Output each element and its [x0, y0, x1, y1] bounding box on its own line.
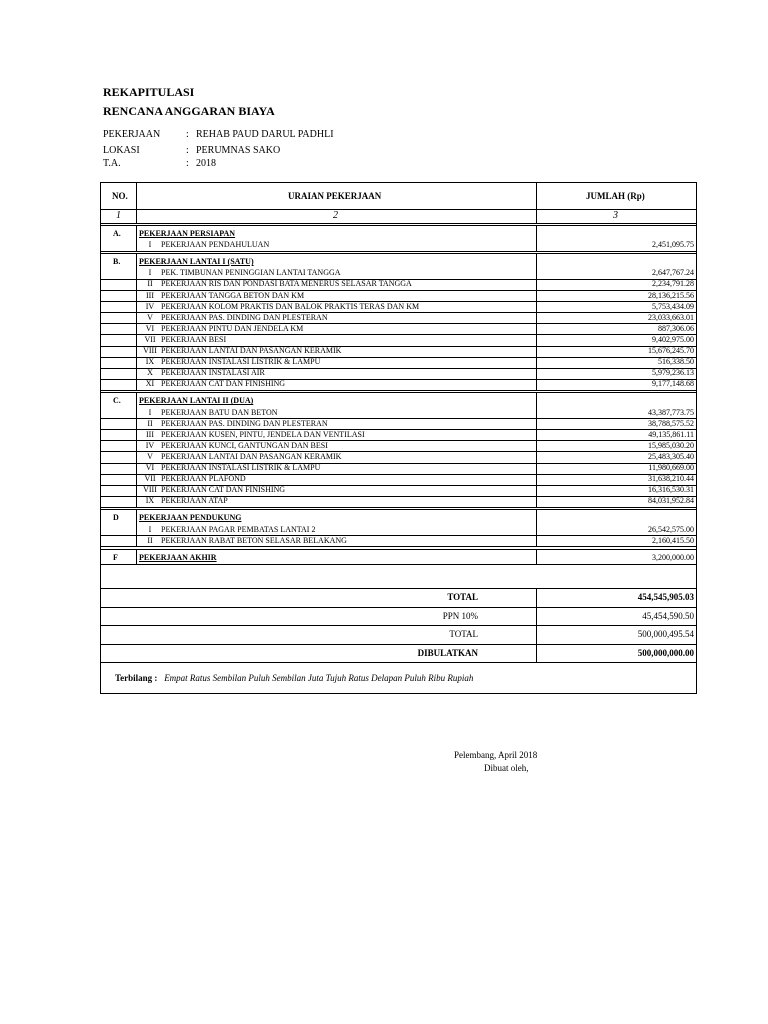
meta-row: [103, 129, 503, 141]
item-title: PEKERJAAN PAS. DINDING DAN PLESTERAN: [161, 418, 328, 428]
item-number: IV: [145, 301, 155, 311]
item-number: XI: [145, 379, 155, 389]
item-number: II: [147, 418, 153, 428]
rekapitulasi-title: REKAPITULASI: [103, 85, 195, 99]
table-row: [101, 302, 696, 312]
table-row: [101, 346, 696, 356]
item-title: PEKERJAAN RABAT BETON SELASAR BELAKANG: [161, 535, 347, 545]
rab-title: RENCANA ANGGARAN BIAYA: [103, 104, 275, 118]
summary-divider: [101, 588, 696, 589]
table-row: [101, 368, 696, 378]
item-title: PEKERJAAN INSTALASI LISTRIK & LAMPU: [161, 357, 321, 367]
item-number: VII: [144, 334, 156, 344]
column-divider: [536, 549, 537, 564]
item-title: PEKERJAAN TANGGA BETON DAN KM: [161, 290, 305, 300]
summary-label: DIBULATKAN: [417, 647, 478, 658]
summary-value: 500,000,000.00: [637, 647, 694, 658]
table-row: [101, 379, 696, 389]
table-row: [101, 357, 696, 367]
summary-divider: [101, 644, 696, 645]
item-number: II: [147, 279, 153, 289]
table-row: [101, 240, 696, 250]
item-number: III: [146, 429, 154, 439]
item-amount: 2,647,767.24: [652, 268, 694, 278]
header-divider: [101, 223, 696, 224]
row-divider: [101, 390, 696, 391]
table-row: [101, 408, 696, 418]
item-amount: 15,676,245.70: [648, 346, 694, 355]
summary-row: [447, 592, 696, 604]
table-row: [101, 313, 696, 323]
section-title: PEKERJAAN PENDUKUNG: [139, 513, 242, 523]
table-row: [101, 291, 696, 301]
section-title: PEKERJAAN AKHIR: [139, 552, 217, 562]
item-amount: 43,387,773.75: [648, 407, 694, 417]
table-row: [101, 441, 696, 451]
table-row: [101, 496, 696, 506]
item-number: VII: [144, 474, 156, 484]
table-row: [101, 536, 696, 546]
meta-value: PERUMNAS SAKO: [196, 145, 281, 156]
section-number: B.: [113, 257, 121, 267]
section-title: PEKERJAAN LANTAI I (SATU): [139, 257, 254, 267]
item-number: III: [146, 290, 154, 300]
signature-made-by: Dibuat oleh,: [484, 763, 529, 773]
table-row: [101, 485, 696, 495]
table-row: [101, 279, 696, 289]
index-col-1: 1: [116, 210, 121, 221]
summary-row: [449, 629, 696, 641]
item-title: PEKERJAAN PENDAHULUAN: [161, 240, 270, 250]
item-amount: 31,638,210.44: [648, 474, 694, 484]
header-uraian: URAIAN PEKERJAAN: [288, 191, 382, 201]
table-row: [101, 452, 696, 462]
meta-row: [103, 158, 503, 170]
item-amount: 9,402,975.00: [652, 334, 694, 344]
item-number: V: [147, 451, 153, 461]
section-row: [101, 553, 696, 563]
header-no: NO.: [112, 191, 128, 201]
item-number: IX: [145, 496, 155, 506]
section-number: F: [113, 552, 118, 562]
summary-label: TOTAL: [449, 629, 478, 639]
item-number: I: [148, 268, 152, 278]
item-amount: 5,753,434.09: [652, 301, 694, 311]
column-divider: [536, 183, 537, 223]
item-title: PEKERJAAN BATU DAN BETON: [161, 407, 278, 417]
meta-label: PEKERJAAN: [103, 129, 161, 140]
item-number: X: [147, 368, 153, 378]
item-title: PEKERJAAN INSTALASI LISTRIK & LAMPU: [161, 463, 321, 472]
signature-place-date: Pelembang, April 2018: [454, 750, 538, 760]
column-divider: [136, 549, 137, 564]
item-amount: 26,542,575.00: [648, 524, 694, 534]
summary-label: TOTAL: [447, 592, 478, 602]
row-divider: [101, 253, 696, 254]
row-divider: [101, 509, 696, 510]
item-amount: 28,136,215.56: [648, 290, 694, 300]
section-row: [101, 513, 696, 523]
item-title: PEKERJAAN KUNCI, GANTUNGAN DAN BESI: [161, 440, 328, 450]
item-amount: 84,031,952.84: [648, 496, 694, 506]
meta-colon: :: [186, 145, 189, 156]
item-amount: 25,483,305.40: [648, 451, 694, 461]
item-title: PEKERJAAN PAGAR PEMBATAS LANTAI 2: [161, 524, 316, 534]
row-divider: [101, 225, 696, 226]
summary-divider: [101, 607, 696, 608]
section-number: D: [113, 513, 119, 523]
item-amount: 16,316,530.31: [648, 485, 694, 495]
item-title: PEKERJAAN PLAFOND: [161, 474, 246, 484]
terbilang-value: Empat Ratus Sembilan Puluh Sembilan Juta Tujuh Ratus Delapan Puluh Ribu Rupiah: [164, 673, 474, 683]
table-row: [101, 419, 696, 429]
table-row: [101, 268, 696, 278]
summary-row: [442, 610, 696, 623]
summary-value: 500,000,495.54: [637, 629, 694, 639]
item-title: PEKERJAAN BESI: [161, 334, 227, 344]
row-divider: [101, 564, 696, 565]
header-jumlah: JUMLAH (Rp): [586, 191, 645, 201]
summary-divider: [101, 625, 696, 626]
item-title: PEKERJAAN LANTAI DAN PASANGAN KERAMIK: [161, 451, 342, 461]
item-number: V: [147, 312, 153, 322]
section-title: PEKERJAAN PERSIAPAN: [139, 229, 236, 238]
section-row: [101, 229, 696, 239]
row-divider: [101, 251, 696, 252]
column-divider: [136, 183, 137, 223]
item-amount: 15,985,030.20: [648, 440, 694, 450]
item-amount: 2,160,415.50: [652, 535, 694, 545]
item-number: IV: [145, 440, 155, 450]
column-divider: [536, 225, 537, 251]
item-amount: 516,338.50: [658, 357, 694, 367]
item-title: PEK. TIMBUNAN PENINGGIAN LANTAI TANGGA: [161, 268, 341, 278]
section-row: [101, 396, 696, 406]
item-number: I: [148, 240, 152, 250]
item-title: PEKERJAAN INSTALASI AIR: [161, 368, 265, 378]
item-number: I: [148, 407, 152, 417]
item-number: I: [148, 524, 152, 534]
terbilang-line: [115, 673, 473, 683]
table-row: [101, 430, 696, 440]
section-amount: 3,200,000.00: [652, 552, 694, 562]
item-amount: 5,979,236.13: [652, 368, 694, 378]
item-title: PEKERJAAN PAS. DINDING DAN PLESTERAN: [161, 312, 328, 322]
item-title: PEKERJAAN KOLOM PRAKTIS DAN BALOK PRAKTIS TERAS DAN KM: [161, 301, 420, 311]
item-amount: 2,234,791.28: [652, 279, 694, 289]
item-number: VI: [145, 463, 155, 472]
item-amount: 11,980,669.00: [648, 463, 694, 472]
item-amount: 49,135,861.11: [648, 429, 694, 439]
rab-table: [100, 182, 697, 694]
item-number: VI: [145, 323, 155, 333]
row-divider: [101, 549, 696, 550]
item-title: PEKERJAAN CAT DAN FINISHING: [161, 379, 286, 389]
row-divider: [101, 507, 696, 508]
meta-label: LOKASI: [103, 145, 140, 156]
table-row: [101, 335, 696, 345]
row-divider: [101, 546, 696, 547]
summary-divider: [101, 662, 696, 663]
item-amount: 2,451,095.75: [652, 240, 694, 250]
item-title: PEKERJAAN KUSEN, PINTU, JENDELA DAN VENTILASI: [161, 429, 365, 439]
column-divider: [136, 509, 137, 546]
item-title: PEKERJAAN CAT DAN FINISHING: [161, 485, 286, 495]
index-col-2: 2: [333, 210, 338, 221]
item-number: IX: [145, 357, 155, 367]
item-number: VIII: [143, 346, 157, 355]
table-row: [101, 474, 696, 484]
row-divider: [101, 392, 696, 393]
column-divider: [136, 225, 137, 251]
meta-value: REHAB PAUD DARUL PADHLI: [196, 129, 334, 140]
column-divider: [136, 253, 137, 390]
item-number: VIII: [143, 485, 157, 495]
index-col-3: 3: [613, 210, 618, 221]
section-number: C.: [113, 396, 121, 406]
item-title: PEKERJAAN PINTU DAN JENDELA KM: [161, 323, 304, 333]
item-number: II: [147, 535, 153, 545]
terbilang-label: Terbilang :: [115, 673, 158, 683]
meta-row: [103, 145, 503, 157]
item-amount: 887,306.06: [658, 323, 694, 333]
meta-colon: :: [186, 129, 189, 140]
section-title: PEKERJAAN LANTAI II (DUA): [139, 396, 254, 406]
meta-value: 2018: [196, 158, 216, 169]
summary-value: 454,545,905.03: [637, 592, 694, 602]
item-amount: 23,033,663.01: [648, 312, 694, 322]
summary-row: [417, 647, 696, 660]
meta-colon: :: [186, 158, 189, 169]
column-divider: [536, 253, 537, 390]
item-title: PEKERJAAN LANTAI DAN PASANGAN KERAMIK: [161, 346, 342, 355]
item-title: PEKERJAAN RIS DAN PONDASI BATA MENERUS SELASAR TANGGA: [161, 279, 412, 289]
item-amount: 38,788,575.52: [648, 418, 694, 428]
column-divider: [536, 509, 537, 546]
section-number: A.: [113, 229, 121, 238]
column-divider: [136, 392, 137, 507]
summary-value: 45,454,590.50: [642, 610, 694, 621]
header-divider: [101, 209, 696, 210]
table-row: [101, 525, 696, 535]
column-divider: [536, 392, 537, 507]
meta-label: T.A.: [103, 158, 121, 169]
table-row: [101, 324, 696, 334]
section-row: [101, 257, 696, 267]
table-row: [101, 463, 696, 473]
item-title: PEKERJAAN ATAP: [161, 496, 228, 506]
summary-label: PPN 10%: [442, 610, 478, 621]
item-amount: 9,177,148.68: [652, 379, 694, 389]
